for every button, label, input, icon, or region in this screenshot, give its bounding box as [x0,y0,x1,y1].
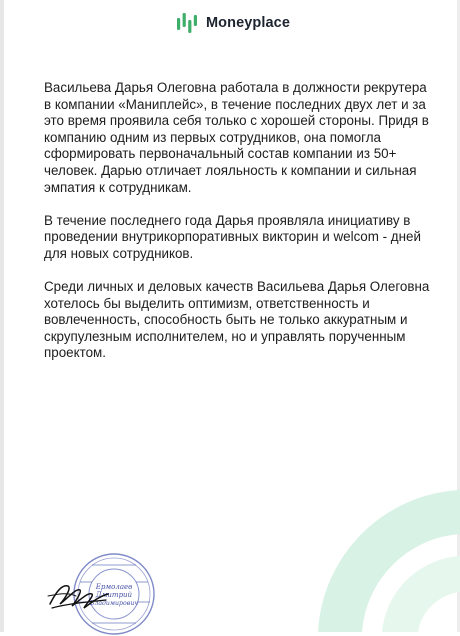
decorative-arcs [310,452,460,632]
paragraph: Васильева Дарья Олеговна работала в должности рекрутера в компании «Маниплейс», в течение последних двух лет и за это время проявила себя только с хорошей стороны. Придя в компанию одним из первых сотрудников, она помогла сформировать первоначальный состав компании из 50+ человек. Дарью отличает лояльность к компании и сильная эмпатия к сотрудникам. [44,80,429,195]
letter-body [44,80,430,378]
brand-name: Moneyplace [206,15,290,31]
bar-chart-logo-icon [176,12,198,34]
page-edge [0,0,4,632]
signature [46,574,112,616]
paragraph: В течение последнего года Дарья проявляла инициативу в проведении внутрикорпоративных викторин и welcom - дней для новых сотрудников. [44,212,421,261]
stamp-name-line: Владимирович [89,600,139,607]
stamp-name-line: Дмитрий [95,591,133,599]
stamp-name-line: Ермолаев [95,583,133,591]
paragraph: Среди личных и деловых качеств Васильева Дарья Олеговна хотелось бы выделить оптимизм, ответственность и вовлеченность, способность быть не только аккуратным и скрупулезным исполнителем, но и управлять порученным проектом. [44,278,430,361]
letterhead [176,12,290,34]
